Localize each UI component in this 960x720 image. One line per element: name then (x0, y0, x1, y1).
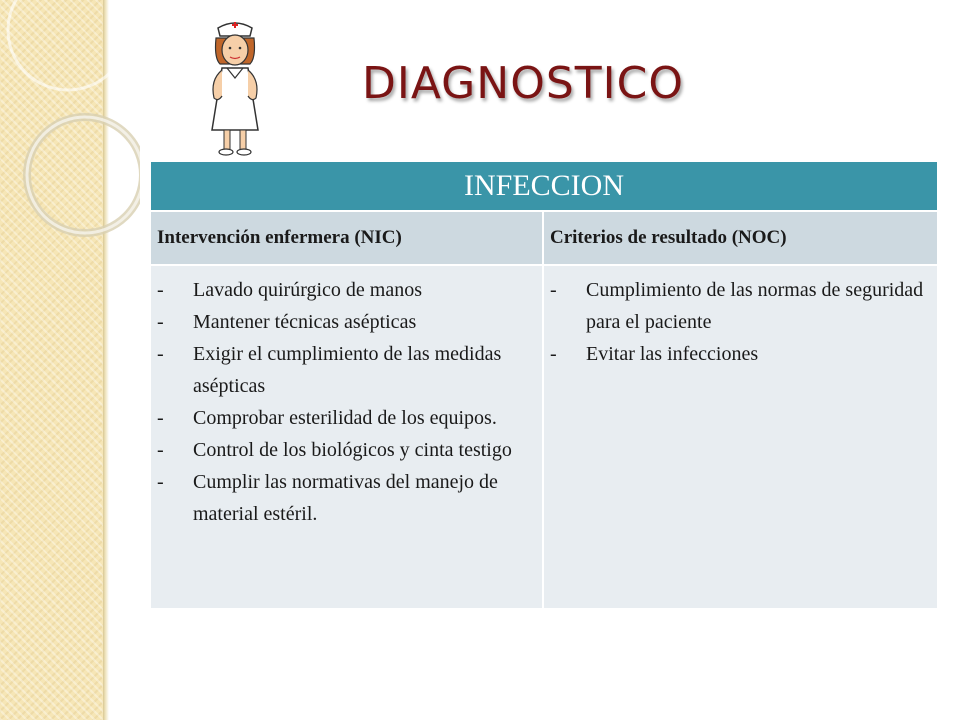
column-header-nic: Intervención enfermera (NIC) (151, 211, 543, 265)
table-header-row (151, 162, 937, 211)
nic-cell (151, 265, 543, 608)
table-header-infeccion: INFECCION (151, 162, 937, 211)
decor-circles (0, 0, 140, 260)
list-item: - Evitar las infecciones (550, 338, 931, 370)
table-body-row (151, 265, 937, 608)
column-header-row (151, 211, 937, 265)
nurse-icon (200, 18, 270, 158)
care-plan-table (151, 162, 937, 608)
nic-list (151, 274, 542, 530)
column-header-noc: Criterios de resultado (NOC) (543, 211, 937, 265)
list-item: - Lavado quirúrgico de manos (157, 274, 536, 306)
list-item: - Exigir el cumplimiento de las medidas asépticas (157, 338, 536, 402)
page-title: DIAGNOSTICO (362, 58, 684, 109)
noc-cell (543, 265, 937, 608)
noc-list (544, 274, 937, 370)
list-item: - Control de los biológicos y cinta testigo (157, 434, 536, 466)
list-item: - Mantener técnicas asépticas (157, 306, 536, 338)
list-item: - Comprobar esterilidad de los equipos. (157, 402, 536, 434)
list-item: - Cumplir las normativas del manejo de material estéril. (157, 466, 536, 530)
list-item: - Cumplimiento de las normas de seguridad para el paciente (550, 274, 931, 338)
